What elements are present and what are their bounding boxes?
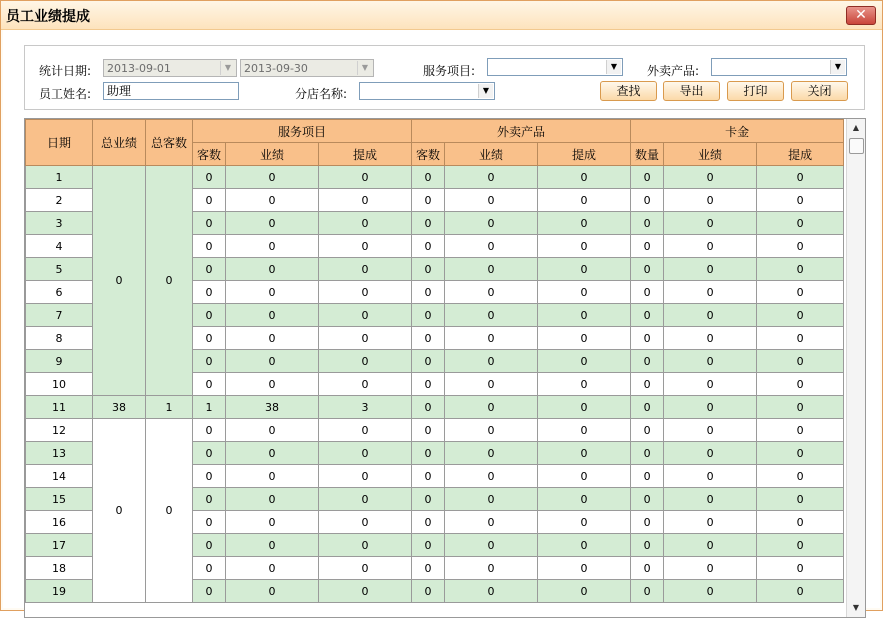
cell-product-guests: 0 [412, 465, 445, 488]
cell-card-quantity: 0 [631, 235, 664, 258]
branch-label: 分店名称: [295, 87, 348, 101]
header-total-performance[interactable]: 总业绩 [93, 120, 146, 166]
cell-total-performance: 0 [93, 419, 146, 603]
cell-product-performance: 0 [445, 212, 538, 235]
cell-date: 3 [26, 212, 93, 235]
commission-grid [24, 118, 866, 618]
export-button[interactable]: 导出 [663, 81, 720, 101]
employee-label: 员工姓名: [39, 87, 92, 101]
cell-service-commission: 0 [319, 373, 412, 396]
cell-card-quantity: 0 [631, 465, 664, 488]
cell-product-guests: 0 [412, 580, 445, 603]
cell-card-commission: 0 [757, 350, 844, 373]
cell-service-performance: 0 [226, 419, 319, 442]
cell-product-performance: 0 [445, 465, 538, 488]
cell-product-guests: 0 [412, 235, 445, 258]
cell-service-guests: 0 [193, 465, 226, 488]
cell-service-performance: 0 [226, 304, 319, 327]
cell-card-performance: 0 [664, 511, 757, 534]
cell-card-commission: 0 [757, 304, 844, 327]
cell-service-commission: 0 [319, 166, 412, 189]
cell-product-commission: 0 [538, 419, 631, 442]
employee-name-input[interactable]: 助理 [103, 82, 239, 100]
cell-card-performance: 0 [664, 557, 757, 580]
cell-product-commission: 0 [538, 442, 631, 465]
date-label: 统计日期: [39, 64, 92, 78]
cell-product-performance: 0 [445, 235, 538, 258]
cell-product-guests: 0 [412, 304, 445, 327]
cell-date: 8 [26, 327, 93, 350]
cell-card-quantity: 0 [631, 212, 664, 235]
cell-card-quantity: 0 [631, 281, 664, 304]
cell-product-performance: 0 [445, 419, 538, 442]
cell-product-commission: 0 [538, 557, 631, 580]
cell-product-performance: 0 [445, 189, 538, 212]
vertical-scrollbar[interactable] [846, 119, 865, 617]
cell-service-guests: 0 [193, 557, 226, 580]
cell-date: 1 [26, 166, 93, 189]
cell-product-performance: 0 [445, 396, 538, 419]
cell-card-performance: 0 [664, 396, 757, 419]
cell-card-commission: 0 [757, 511, 844, 534]
cell-service-guests: 0 [193, 511, 226, 534]
cell-service-commission: 0 [319, 189, 412, 212]
cell-card-performance: 0 [664, 373, 757, 396]
cell-card-performance: 0 [664, 189, 757, 212]
cell-card-commission: 0 [757, 235, 844, 258]
cell-product-guests: 0 [412, 327, 445, 350]
cell-service-guests: 0 [193, 304, 226, 327]
cell-product-performance: 0 [445, 511, 538, 534]
cell-product-guests: 0 [412, 166, 445, 189]
cell-service-commission: 0 [319, 258, 412, 281]
cell-product-guests: 0 [412, 419, 445, 442]
cell-card-quantity: 0 [631, 488, 664, 511]
cell-service-guests: 0 [193, 419, 226, 442]
cell-service-guests: 0 [193, 580, 226, 603]
cell-service-guests: 0 [193, 534, 226, 557]
cell-service-performance: 0 [226, 465, 319, 488]
date-to-value: 2013-09-30 [244, 62, 308, 75]
service-select[interactable] [487, 58, 623, 76]
cell-card-commission: 0 [757, 396, 844, 419]
cell-product-guests: 0 [412, 488, 445, 511]
cell-service-commission: 0 [319, 580, 412, 603]
cell-product-guests: 0 [412, 350, 445, 373]
cell-service-performance: 0 [226, 235, 319, 258]
cell-service-guests: 1 [193, 396, 226, 419]
cell-service-commission: 0 [319, 281, 412, 304]
date-from-value: 2013-09-01 [107, 62, 171, 75]
cell-card-commission: 0 [757, 258, 844, 281]
cell-card-quantity: 0 [631, 189, 664, 212]
cell-product-performance: 0 [445, 281, 538, 304]
cell-service-commission: 0 [319, 212, 412, 235]
cell-product-guests: 0 [412, 534, 445, 557]
cell-card-commission: 0 [757, 419, 844, 442]
cell-card-quantity: 0 [631, 580, 664, 603]
cell-service-performance: 0 [226, 373, 319, 396]
cell-service-commission: 0 [319, 557, 412, 580]
header-service-guests[interactable]: 客数 [193, 143, 226, 166]
cell-service-performance: 0 [226, 350, 319, 373]
product-label: 外卖产品: [647, 64, 700, 78]
cell-service-commission: 0 [319, 534, 412, 557]
cell-service-performance: 0 [226, 189, 319, 212]
header-card-commission[interactable]: 提成 [757, 143, 844, 166]
cell-card-performance: 0 [664, 419, 757, 442]
cell-product-performance: 0 [445, 166, 538, 189]
header-card-quantity[interactable]: 数量 [631, 143, 664, 166]
table-row[interactable] [26, 419, 844, 442]
cell-product-commission: 0 [538, 534, 631, 557]
cell-card-commission: 0 [757, 166, 844, 189]
cell-product-commission: 0 [538, 373, 631, 396]
cell-service-guests: 0 [193, 189, 226, 212]
cell-service-guests: 0 [193, 166, 226, 189]
header-group-service: 服务项目 [193, 120, 412, 143]
cell-card-quantity: 0 [631, 557, 664, 580]
cell-card-performance: 0 [664, 465, 757, 488]
cell-card-performance: 0 [664, 534, 757, 557]
cell-card-commission: 0 [757, 465, 844, 488]
header-product-performance[interactable]: 业绩 [445, 143, 538, 166]
cell-date: 19 [26, 580, 93, 603]
cell-total-performance: 38 [93, 396, 146, 419]
cell-service-performance: 0 [226, 534, 319, 557]
header-service-performance[interactable]: 业绩 [226, 143, 319, 166]
header-card-performance[interactable]: 业绩 [664, 143, 757, 166]
cell-total-performance: 0 [93, 166, 146, 396]
header-total-guests[interactable]: 总客数 [146, 120, 193, 166]
cell-date: 17 [26, 534, 93, 557]
close-button[interactable]: 关闭 [791, 81, 848, 101]
cell-card-performance: 0 [664, 235, 757, 258]
cell-service-performance: 0 [226, 166, 319, 189]
cell-product-performance: 0 [445, 534, 538, 557]
search-button[interactable]: 查找 [600, 81, 657, 101]
cell-card-performance: 0 [664, 442, 757, 465]
cell-service-performance: 0 [226, 327, 319, 350]
cell-date: 14 [26, 465, 93, 488]
cell-date: 6 [26, 281, 93, 304]
cell-product-commission: 0 [538, 212, 631, 235]
cell-product-guests: 0 [412, 258, 445, 281]
cell-product-performance: 0 [445, 580, 538, 603]
cell-service-performance: 0 [226, 281, 319, 304]
header-product-commission[interactable]: 提成 [538, 143, 631, 166]
cell-service-guests: 0 [193, 235, 226, 258]
cell-service-performance: 0 [226, 258, 319, 281]
cell-service-guests: 0 [193, 281, 226, 304]
cell-card-performance: 0 [664, 327, 757, 350]
cell-service-performance: 0 [226, 580, 319, 603]
cell-card-performance: 0 [664, 488, 757, 511]
cell-service-guests: 0 [193, 373, 226, 396]
scroll-up-icon[interactable]: ▲ [852, 123, 860, 132]
cell-product-performance: 0 [445, 327, 538, 350]
cell-card-commission: 0 [757, 212, 844, 235]
cell-date: 10 [26, 373, 93, 396]
cell-product-guests: 0 [412, 189, 445, 212]
cell-service-commission: 0 [319, 511, 412, 534]
cell-service-commission: 0 [319, 350, 412, 373]
cell-product-commission: 0 [538, 166, 631, 189]
cell-date: 5 [26, 258, 93, 281]
cell-service-commission: 0 [319, 327, 412, 350]
title-bar [1, 1, 882, 30]
cell-card-commission: 0 [757, 442, 844, 465]
cell-product-performance: 0 [445, 350, 538, 373]
cell-date: 7 [26, 304, 93, 327]
cell-card-performance: 0 [664, 281, 757, 304]
cell-card-quantity: 0 [631, 258, 664, 281]
filter-panel [24, 45, 865, 110]
cell-card-performance: 0 [664, 580, 757, 603]
cell-service-guests: 0 [193, 212, 226, 235]
cell-product-performance: 0 [445, 304, 538, 327]
cell-product-commission: 0 [538, 580, 631, 603]
cell-total-guests: 1 [146, 396, 193, 419]
service-label: 服务项目: [423, 64, 476, 78]
cell-card-quantity: 0 [631, 373, 664, 396]
cell-service-performance: 38 [226, 396, 319, 419]
cell-card-performance: 0 [664, 258, 757, 281]
cell-service-commission: 0 [319, 465, 412, 488]
cell-date: 18 [26, 557, 93, 580]
scroll-down-icon[interactable]: ▼ [852, 603, 860, 612]
cell-card-commission: 0 [757, 327, 844, 350]
cell-product-guests: 0 [412, 511, 445, 534]
cell-total-guests: 0 [146, 166, 193, 396]
cell-total-guests: 0 [146, 419, 193, 603]
cell-card-quantity: 0 [631, 350, 664, 373]
cell-service-guests: 0 [193, 488, 226, 511]
cell-card-quantity: 0 [631, 534, 664, 557]
header-product-guests[interactable]: 客数 [412, 143, 445, 166]
close-icon[interactable]: ✕ [846, 6, 876, 25]
scroll-thumb[interactable] [849, 138, 864, 154]
cell-service-guests: 0 [193, 327, 226, 350]
header-group-product: 外卖产品 [412, 120, 631, 143]
chevron-down-icon: ▼ [478, 84, 493, 98]
date-to-field[interactable] [240, 59, 374, 77]
cell-service-performance: 0 [226, 511, 319, 534]
cell-service-commission: 0 [319, 304, 412, 327]
cell-service-performance: 0 [226, 442, 319, 465]
cell-product-guests: 0 [412, 212, 445, 235]
cell-service-commission: 0 [319, 235, 412, 258]
cell-product-commission: 0 [538, 304, 631, 327]
chevron-down-icon: ▼ [606, 60, 621, 74]
cell-card-commission: 0 [757, 557, 844, 580]
cell-date: 9 [26, 350, 93, 373]
cell-product-commission: 0 [538, 465, 631, 488]
cell-card-quantity: 0 [631, 166, 664, 189]
cell-product-commission: 0 [538, 258, 631, 281]
cell-service-commission: 0 [319, 488, 412, 511]
cell-card-commission: 0 [757, 580, 844, 603]
cell-card-quantity: 0 [631, 419, 664, 442]
cell-product-commission: 0 [538, 189, 631, 212]
cell-product-commission: 0 [538, 235, 631, 258]
cell-product-commission: 0 [538, 327, 631, 350]
cell-product-commission: 0 [538, 488, 631, 511]
cell-card-quantity: 0 [631, 442, 664, 465]
cell-product-commission: 0 [538, 396, 631, 419]
commission-table [25, 119, 844, 603]
cell-date: 12 [26, 419, 93, 442]
table-row[interactable] [26, 166, 844, 189]
cell-product-commission: 0 [538, 281, 631, 304]
cell-product-performance: 0 [445, 373, 538, 396]
content-area [3, 30, 880, 612]
cell-service-commission: 3 [319, 396, 412, 419]
header-date[interactable]: 日期 [26, 120, 93, 166]
cell-service-performance: 0 [226, 212, 319, 235]
cell-date: 15 [26, 488, 93, 511]
cell-service-performance: 0 [226, 557, 319, 580]
cell-service-commission: 0 [319, 419, 412, 442]
cell-card-quantity: 0 [631, 304, 664, 327]
cell-date: 13 [26, 442, 93, 465]
branch-select[interactable] [359, 82, 495, 100]
cell-service-guests: 0 [193, 442, 226, 465]
cell-card-performance: 0 [664, 304, 757, 327]
date-from-field[interactable] [103, 59, 237, 77]
cell-card-quantity: 0 [631, 511, 664, 534]
chevron-down-icon: ▼ [220, 61, 235, 75]
window-title: 员工业绩提成 [6, 9, 90, 25]
chevron-down-icon: ▼ [830, 60, 845, 74]
cell-service-guests: 0 [193, 350, 226, 373]
cell-date: 11 [26, 396, 93, 419]
product-select[interactable] [711, 58, 847, 76]
header-service-commission[interactable]: 提成 [319, 143, 412, 166]
cell-product-guests: 0 [412, 442, 445, 465]
cell-card-commission: 0 [757, 534, 844, 557]
cell-product-guests: 0 [412, 281, 445, 304]
chevron-down-icon: ▼ [357, 61, 372, 75]
cell-card-commission: 0 [757, 281, 844, 304]
cell-product-performance: 0 [445, 488, 538, 511]
cell-date: 4 [26, 235, 93, 258]
cell-product-guests: 0 [412, 396, 445, 419]
cell-card-performance: 0 [664, 212, 757, 235]
cell-date: 16 [26, 511, 93, 534]
cell-product-commission: 0 [538, 511, 631, 534]
table-row[interactable] [26, 396, 844, 419]
cell-card-commission: 0 [757, 189, 844, 212]
cell-product-performance: 0 [445, 442, 538, 465]
cell-service-guests: 0 [193, 258, 226, 281]
cell-product-commission: 0 [538, 350, 631, 373]
cell-card-performance: 0 [664, 166, 757, 189]
cell-service-performance: 0 [226, 488, 319, 511]
print-button[interactable]: 打印 [727, 81, 784, 101]
cell-card-commission: 0 [757, 488, 844, 511]
cell-date: 2 [26, 189, 93, 212]
cell-product-guests: 0 [412, 373, 445, 396]
cell-card-quantity: 0 [631, 396, 664, 419]
cell-card-performance: 0 [664, 350, 757, 373]
cell-card-quantity: 0 [631, 327, 664, 350]
cell-service-commission: 0 [319, 442, 412, 465]
header-group-card: 卡金 [631, 120, 844, 143]
cell-product-performance: 0 [445, 557, 538, 580]
cell-card-commission: 0 [757, 373, 844, 396]
cell-product-performance: 0 [445, 258, 538, 281]
cell-product-guests: 0 [412, 557, 445, 580]
